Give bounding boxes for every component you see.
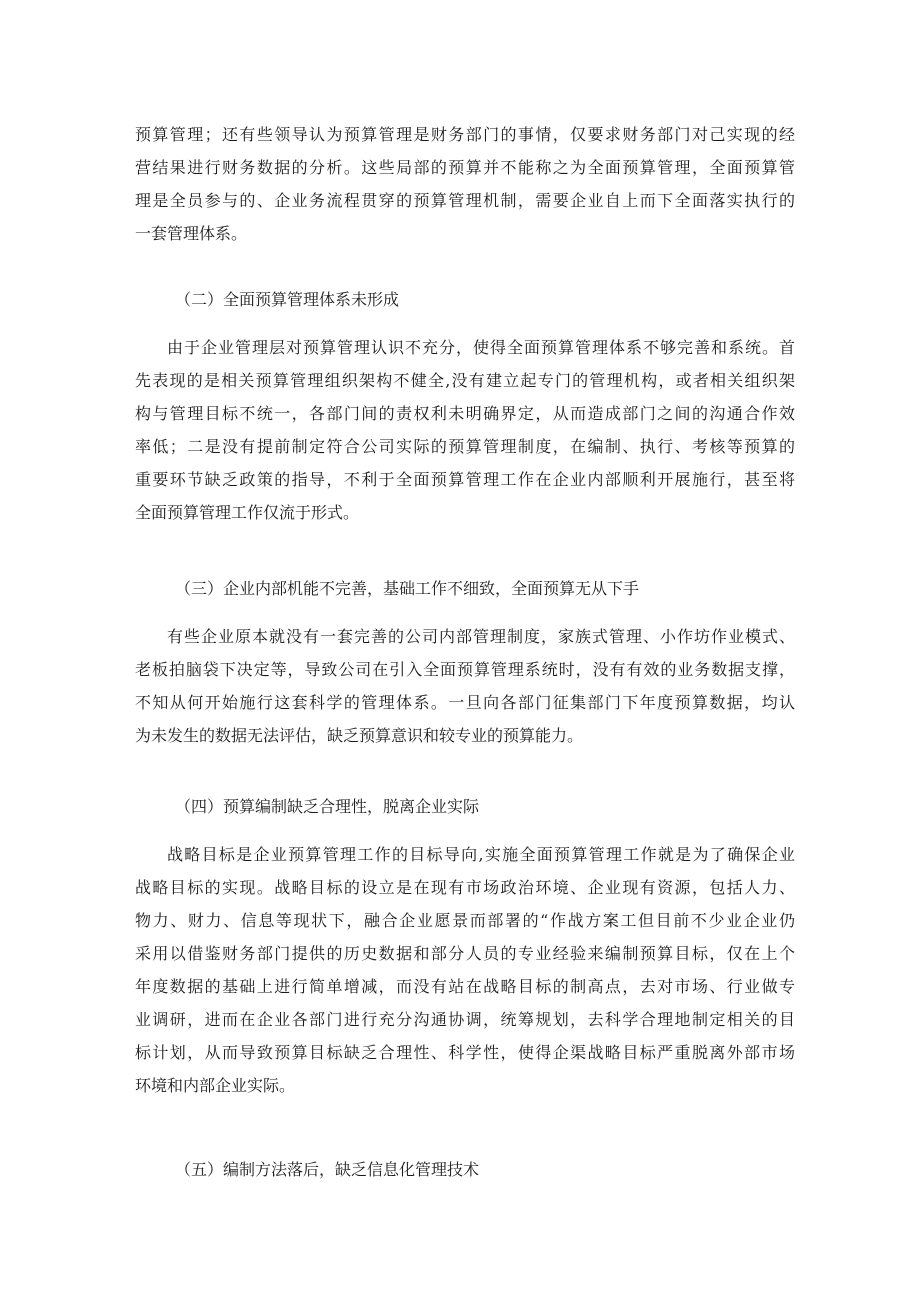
paragraph-line: 有些企业原本就没有一套完善的公司内部管理制度，家族式管理、小作坊作业模式、: [167, 627, 795, 646]
paragraph-line: 环境和内部企业实际。: [135, 1076, 296, 1095]
section-heading-2: [135, 283, 795, 316]
paragraph-line: 理是全员参与的、企业务流程贯穿的预算管理机制，需要企业自上而下全面落实执行的: [135, 191, 795, 210]
paragraph-3: [135, 620, 795, 752]
heading-text: （三）企业内部机能不完善，基础工作不细致，全面预算无从下手: [175, 579, 640, 598]
paragraph-line: 由于企业管理层对预算管理认识不充分，使得全面预算管理体系不够完善和系统。首: [167, 338, 795, 357]
section-heading-4: [135, 790, 795, 823]
section-heading-5: [135, 1153, 795, 1186]
paragraph-line: 全面预算管理工作仅流于形式。: [135, 503, 360, 522]
paragraph-line: 年度数据的基础上进行简单增减，而没有站在战略目标的制高点，去对市场、行业做专: [135, 977, 795, 996]
paragraph-line: 老板拍脑袋下决定等，导致公司在引入全面预算管理系统时，没有有效的业务数据支撑，: [135, 660, 795, 679]
paragraph-line: 先表现的是相关预算管理组织架构不健全,没有建立起专门的管理机构，或者相关组织架: [135, 371, 795, 390]
paragraph-4: [135, 838, 795, 1102]
heading-text: （四）预算编制缺乏合理性，脱离企业实际: [175, 797, 480, 816]
paragraph-line: 一套管理体系。: [135, 224, 248, 243]
section-heading-3: [135, 572, 795, 605]
paragraph-1: [135, 118, 795, 250]
paragraph-line: 物力、财力、信息等现状下，融合企业愿景而部署的“作战方案工但目前不少业企业仍: [135, 911, 795, 930]
paragraph-line: 不知从何开始施行这套科学的管理体系。一旦向各部门征集部门下年度预算数据，均认: [135, 693, 795, 712]
paragraph-line: 业调研，进而在企业各部门进行充分沟通协调，统筹规划，去科学合理地制定相关的目: [135, 1010, 795, 1029]
paragraph-2: [135, 331, 795, 529]
heading-text: （二）全面预算管理体系未形成: [175, 290, 400, 309]
heading-text: （五）编制方法落后，缺乏信息化管理技术: [175, 1160, 480, 1179]
paragraph-line: 率低；二是没有提前制定符合公司实际的预算管理制度，在编制、执行、考核等预算的: [135, 437, 795, 456]
paragraph-line: 重要环节缺乏政策的指导，不利于全面预算管理工作在企业内部顺利开展施行，甚至将: [135, 470, 795, 489]
paragraph-line: 采用以借鉴财务部门提供的历史数据和部分人员的专业经验来编制预算目标，仅在上个: [135, 944, 795, 963]
paragraph-line: 战略目标的实现。战略目标的设立是在现有市场政治环境、企业现有资源，包括人力、: [135, 878, 795, 897]
paragraph-line: 战略目标是企业预算管理工作的目标导向,实施全面预算管理工作就是为了确保企业: [167, 845, 795, 864]
paragraph-line: 预算管理；还有些领导认为预算管理是财务部门的事情，仅要求财务部门对己实现的经: [135, 125, 795, 144]
paragraph-line: 标计划，从而导致预算目标缺乏合理性、科学性，使得企渠战略目标严重脱离外部市场: [135, 1043, 795, 1062]
paragraph-line: 营结果进行财务数据的分析。这些局部的预算并不能称之为全面预算管理，全面预算管: [135, 158, 795, 177]
paragraph-line: 构与管理目标不统一，各部门间的责权利未明确界定，从而造成部门之间的沟通合作效: [135, 404, 795, 423]
paragraph-line: 为未发生的数据无法评估，缺乏预算意识和较专业的预算能力。: [135, 726, 584, 745]
